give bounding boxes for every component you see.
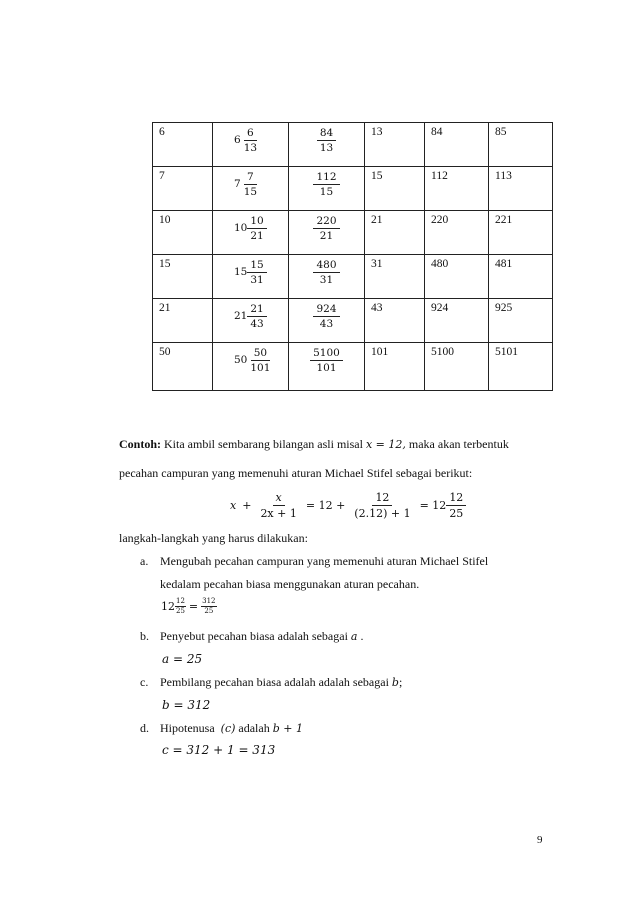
step-c-marker: c. <box>140 675 149 689</box>
formula-plus: + <box>242 499 252 512</box>
formula-fraction-1: $\frac{x}{2x + 1}$ <box>260 491 297 520</box>
step-d-equation: c = 312 + 1 = 313 <box>162 743 276 757</box>
cell-a: 21 <box>153 299 213 343</box>
cell-e: 5101 <box>489 343 553 391</box>
cell-d: 220 <box>425 211 489 255</box>
cell-e: 113 <box>489 167 553 211</box>
formula-eq-1: = 12 + <box>305 499 346 512</box>
example-label: Contoh: <box>119 437 162 451</box>
cell-a: 10 <box>153 211 213 255</box>
example-line1-tail: maka akan terbentuk <box>408 437 509 451</box>
cell-c: 101 <box>365 343 425 391</box>
example-variable: x = 12, <box>365 438 406 451</box>
step-a-line-2: kedalam pecahan biasa menggunakan aturan pecahan. <box>160 577 420 591</box>
cell-e: 85 <box>489 123 553 167</box>
cell-c: 15 <box>365 167 425 211</box>
stifel-table <box>152 122 553 391</box>
table-row <box>153 211 553 255</box>
cell-c: 43 <box>365 299 425 343</box>
example-line-2: pecahan campuran yang memenuhi aturan Michael Stifel sebagai berikut: <box>119 466 473 480</box>
example-line-1 <box>119 436 509 453</box>
cell-mixed-fraction: 15 $\frac{15}{31}$ <box>213 255 289 299</box>
cell-e: 481 <box>489 255 553 299</box>
formula-fraction-3: $\frac{12}{25}$ <box>446 490 466 521</box>
cell-improper-fraction: $\frac{5100}{101}$ <box>289 343 365 391</box>
cell-c: 21 <box>365 211 425 255</box>
cell-improper-fraction: $\frac{924}{43}$ <box>289 299 365 343</box>
cell-d: 5100 <box>425 343 489 391</box>
cell-mixed-fraction: 21 $\frac{21}{43}$ <box>213 299 289 343</box>
table-row <box>153 123 553 167</box>
cell-mixed-fraction: 6 $\frac{6}{13}$ <box>213 123 289 167</box>
formula-x: x <box>230 499 237 512</box>
cell-mixed-fraction: 50 $\frac{50}{101}$ <box>213 343 289 391</box>
cell-improper-fraction: $\frac{112}{15}$ <box>289 167 365 211</box>
formula-fraction-2: $\frac{12}{(2.12) + 1}$ <box>354 491 411 520</box>
step-d-text: Hipotenusa (c) adalah b + 1 <box>160 721 303 735</box>
step-a-line-1: Mengubah pecahan campuran yang memenuhi aturan Michael Stifel <box>160 554 489 568</box>
cell-d: 112 <box>425 167 489 211</box>
cell-d: 84 <box>425 123 489 167</box>
step-d-marker: d. <box>140 721 149 735</box>
step-b-equation: a = 25 <box>162 652 203 666</box>
step-c-text: Pembilang pecahan biasa adalah adalah sebagai b; <box>160 675 403 689</box>
cell-improper-fraction: $\frac{480}{31}$ <box>289 255 365 299</box>
cell-e: 925 <box>489 299 553 343</box>
steps-intro: langkah-langkah yang harus dilakukan: <box>119 531 308 545</box>
table-row <box>153 299 553 343</box>
cell-e: 221 <box>489 211 553 255</box>
cell-a: 50 <box>153 343 213 391</box>
cell-mixed-fraction: 7 $\frac{7}{15}$ <box>213 167 289 211</box>
cell-mixed-fraction: 10 $\frac{10}{21}$ <box>213 211 289 255</box>
stifel-formula <box>230 490 466 521</box>
cell-d: 924 <box>425 299 489 343</box>
cell-c: 13 <box>365 123 425 167</box>
page-number: 9 <box>537 834 543 846</box>
step-b-marker: b. <box>140 629 149 643</box>
cell-c: 31 <box>365 255 425 299</box>
cell-a: 6 <box>153 123 213 167</box>
step-a-marker: a. <box>140 554 149 568</box>
cell-improper-fraction: $\frac{220}{21}$ <box>289 211 365 255</box>
step-a-equation: 12 $\frac{12}{25}$ = $\frac{312}{25}$ <box>161 597 216 615</box>
step-c-equation: b = 312 <box>162 698 211 712</box>
cell-improper-fraction: $\frac{84}{13}$ <box>289 123 365 167</box>
cell-d: 480 <box>425 255 489 299</box>
formula-eq-2: = 12 <box>419 499 447 512</box>
example-line1-text: Kita ambil sembarang bilangan asli misal <box>161 437 363 451</box>
table-row <box>153 343 553 391</box>
table-row <box>153 167 553 211</box>
step-b-text: Penyebut pecahan biasa adalah sebagai a . <box>160 629 364 643</box>
cell-a: 15 <box>153 255 213 299</box>
cell-a: 7 <box>153 167 213 211</box>
table-row <box>153 255 553 299</box>
